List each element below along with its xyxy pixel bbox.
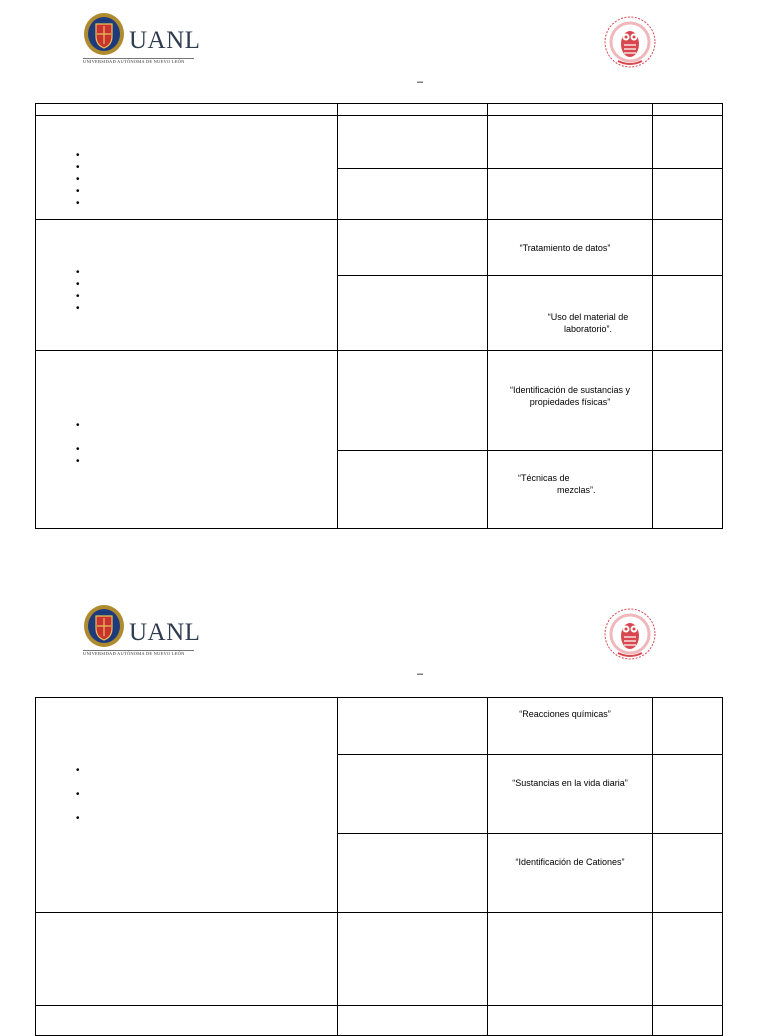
practice-cell	[488, 351, 653, 451]
practice-cell	[488, 834, 653, 913]
practice-title-line: mezclas”.	[557, 485, 596, 495]
table-cell	[36, 913, 338, 1006]
bullet-list: • • • • •	[76, 150, 80, 209]
table-cell	[653, 276, 723, 351]
bullet-list: • • •	[76, 420, 80, 467]
school-seal-icon	[604, 12, 656, 72]
table-row	[36, 351, 723, 451]
table-cell	[653, 451, 723, 529]
table-cell	[653, 116, 723, 169]
uanl-subtitle: UNIVERSIDAD AUTÓNOMA DE NUEVO LEÓN	[83, 651, 185, 656]
table-cell	[338, 451, 488, 529]
header-cell	[36, 104, 338, 116]
table-cell	[653, 698, 723, 755]
table-cell	[338, 169, 488, 220]
header-cell	[488, 104, 653, 116]
practice-title: “Identificación de Cationes”	[515, 857, 625, 867]
table-cell	[338, 351, 488, 451]
table-cell	[338, 220, 488, 276]
practice-cell	[488, 276, 653, 351]
practice-title-line: propiedades físicas”	[529, 396, 611, 407]
practice-cell	[488, 451, 653, 529]
practices-table-page2	[35, 697, 723, 1036]
uanl-wordmark: UANL	[129, 26, 201, 54]
practice-title-line: “Uso del material de	[547, 312, 629, 322]
header-cell	[338, 104, 488, 116]
uanl-crest-icon	[83, 12, 125, 56]
table-row	[36, 1006, 723, 1036]
table-cell	[488, 116, 653, 169]
table-cell	[338, 698, 488, 755]
practice-title: “Reacciones químicas”	[519, 709, 611, 719]
practice-title	[524, 311, 652, 335]
table-cell	[653, 1006, 723, 1036]
uanl-subtitle: UNIVERSIDAD AUTÓNOMA DE NUEVO LEÓN	[83, 59, 185, 64]
table-row	[36, 116, 723, 169]
practice-cell	[488, 698, 653, 755]
bullet-list: • • •	[76, 765, 80, 824]
uanl-crest-icon	[83, 604, 125, 648]
practice-cell	[488, 755, 653, 834]
header-dash: –	[417, 668, 424, 680]
bullet-list: • • • •	[76, 267, 80, 314]
table-cell	[653, 834, 723, 913]
table-cell	[488, 1006, 653, 1036]
table-cell	[653, 755, 723, 834]
school-seal-icon	[604, 604, 656, 664]
table-cell	[36, 1006, 338, 1036]
table-cell	[338, 116, 488, 169]
table-row	[36, 913, 723, 1006]
uanl-logo	[83, 604, 200, 648]
table-row	[36, 220, 723, 276]
table-cell	[338, 276, 488, 351]
practices-table-page1	[35, 103, 723, 529]
table-row	[36, 698, 723, 755]
table-cell	[338, 834, 488, 913]
practice-title	[488, 384, 652, 408]
practice-title-line: “Técnicas de	[518, 473, 570, 483]
table-cell	[653, 169, 723, 220]
table-cell	[488, 169, 653, 220]
unit-cell	[36, 351, 338, 529]
practice-title-line: “Identificación de sustancias y	[509, 384, 631, 395]
header-dash: –	[417, 76, 424, 88]
table-header-row	[36, 104, 723, 116]
table-cell	[338, 755, 488, 834]
table-cell	[338, 1006, 488, 1036]
table-cell	[653, 220, 723, 276]
practice-title	[518, 472, 596, 496]
practice-title-line: laboratorio”.	[563, 324, 613, 334]
practice-title: “Tratamiento de datos”	[519, 242, 611, 253]
practice-title: “Sustancias en la vida diaria”	[512, 778, 628, 788]
uanl-logo	[83, 12, 200, 56]
table-cell	[338, 913, 488, 1006]
unit-cell	[36, 116, 338, 220]
table-cell	[653, 351, 723, 451]
table-cell	[488, 913, 653, 1006]
table-cell	[653, 913, 723, 1006]
uanl-wordmark: UANL	[129, 618, 201, 646]
practice-cell	[488, 220, 653, 276]
unit-cell	[36, 698, 338, 913]
unit-cell	[36, 220, 338, 351]
header-cell	[653, 104, 723, 116]
